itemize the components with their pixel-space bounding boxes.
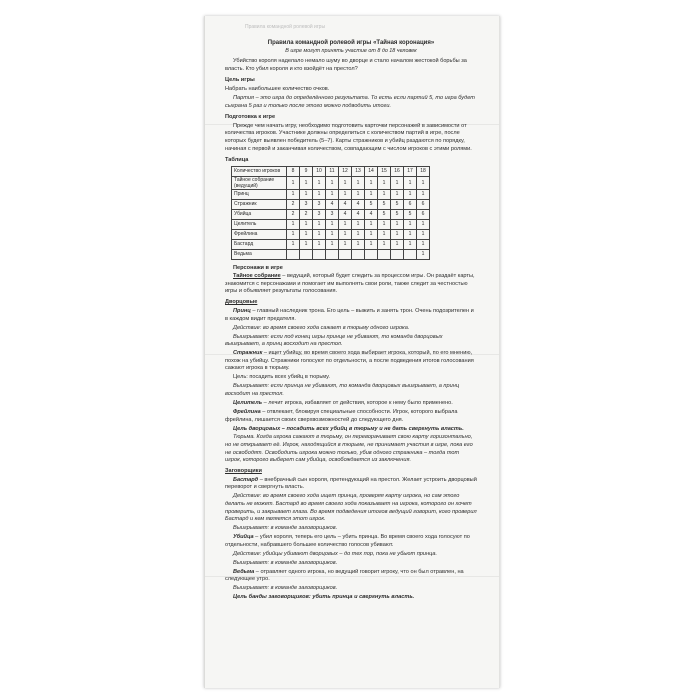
table-cell: 14 [365, 166, 378, 176]
table-cell: 1 [404, 189, 417, 199]
table-cell: 1 [365, 189, 378, 199]
table-cell [378, 249, 391, 259]
table-row [232, 189, 430, 199]
table-cell: 10 [313, 166, 326, 176]
table-cell: 1 [417, 249, 430, 259]
court-goal: Цель дворцовых – посадить всех убийц в тюрьму и не дать свергнуть власть. [233, 425, 464, 432]
table-cell: 4 [365, 209, 378, 219]
table-row-label: Тайное собрание (ведущий) [232, 176, 287, 189]
table-cell: 5 [391, 209, 404, 219]
table-cell: 4 [339, 209, 352, 219]
table-row-label: Ведьма [232, 249, 287, 259]
table-cell: 1 [378, 176, 391, 189]
prep-text: Прежде чем начать игру, необходимо подготовить карточки персонажей в зависимости от количества игроков. Участнике должны определиться с количеством партий в игре, после которых будет выявлен победитель (5–7). Карты стражников и убийц раздаются по порядку, начиная с первой и заканчивая количеством, совпадающим с числом игроков с этими ролями. [225, 122, 472, 152]
table-cell [365, 249, 378, 259]
table-cell: 1 [391, 219, 404, 229]
rules-sheet [204, 16, 500, 688]
table-cell: 1 [378, 229, 391, 239]
table-cell: 1 [287, 219, 300, 229]
table-cell: 1 [391, 229, 404, 239]
table-cell [326, 249, 339, 259]
table-cell: 1 [417, 219, 430, 229]
table-cell: 2 [287, 199, 300, 209]
goal-italic-note: Партия – это игра до определённого результата. То есть если партий 5, то игра будет сыграна 5 раз и только после этого можно подводить итоги. [225, 94, 475, 109]
table-cell: 1 [352, 176, 365, 189]
table-cell: 1 [339, 229, 352, 239]
table-title: Таблица [225, 157, 249, 164]
secret-council-paragraph [225, 273, 477, 296]
table-cell: 1 [339, 219, 352, 229]
table-cell: 1 [339, 239, 352, 249]
table-cell: 1 [287, 176, 300, 189]
table-cell [300, 249, 313, 259]
table-cell: 3 [300, 199, 313, 209]
role-name-bastard: Бастард [233, 476, 259, 483]
killer-win: Выигрывает: в команде заговорщиков. [233, 559, 338, 566]
intro-paragraph: Убийство короля наделало немало шуму во дворце и стало началом жестокой борьбы за власть. Кто убил короля и кто взойдёт на престол? [225, 58, 467, 72]
table-row-label: Фрейлина [232, 229, 287, 239]
table-row-label: Убийца [232, 209, 287, 219]
killer-action: Действие: убийцы убивают дворцовых – до тех пор, пока не убьют принца. [233, 550, 438, 557]
roles-table [231, 166, 430, 260]
table-cell: 15 [378, 166, 391, 176]
table-cell: 1 [326, 219, 339, 229]
guard-paragraph [225, 350, 477, 373]
table-cell: 1 [391, 189, 404, 199]
conspirators-goal: Цель банды заговорщиков: убить принца и свергнуть власть. [233, 594, 415, 601]
table-cell: 1 [404, 229, 417, 239]
bastard-win: Выигрывает: в команде заговорщиков. [233, 525, 338, 532]
section-prep-heading: Подготовка к игре [225, 114, 276, 121]
healer-paragraph [225, 400, 477, 408]
table-cell: 1 [404, 239, 417, 249]
bastard-action: Действие: во время своего хода ищет принца, проверяя карту игрока, но сам этого делать не может. Бастард во время своего хода показывает на игрока, которого он хочет проверить, и закрывает глаза. Во время подведения итогов ведущий говорит, кого проверил Бастард и кем является этот игрок. [225, 493, 477, 523]
table-row-label: Количество игроков [232, 166, 287, 176]
table-cell: 4 [339, 199, 352, 209]
table-cell [339, 249, 352, 259]
table-cell: 4 [326, 199, 339, 209]
table-cell: 5 [391, 199, 404, 209]
table-cell: 5 [404, 209, 417, 219]
guard-win: Выигрывает: если принца не убивают, то команда дворцовых выигрывает, а принц восходит на престол. [225, 383, 460, 397]
table-cell: 1 [287, 229, 300, 239]
table-cell [404, 249, 417, 259]
table-cell: 6 [417, 209, 430, 219]
table-cell: 1 [313, 189, 326, 199]
table-cell: 1 [326, 176, 339, 189]
table-row [232, 166, 430, 176]
maid-paragraph [225, 409, 477, 424]
guard-goal: Цель: посадить всех убийц в тюрьму. [233, 374, 330, 381]
table-cell: 1 [313, 239, 326, 249]
role-text: – отвлекает, блокируя специальные способности. Игрок, которого выбрала фрейлина, лишается своих сверхвозможностей до следующего дня. [225, 408, 458, 423]
table-row [232, 249, 430, 259]
table-cell: 1 [287, 189, 300, 199]
table-cell: 6 [417, 199, 430, 209]
role-name-secret-council: Тайное собрание [233, 273, 281, 280]
table-row-label: Стражник [232, 199, 287, 209]
role-name-witch: Ведьма [233, 568, 255, 575]
role-text: – лечит игрока, избавляет от действия, которое к нему было применено. [262, 399, 453, 406]
killer-paragraph [225, 534, 477, 549]
table-row [232, 239, 430, 249]
witch-win: Выигрывает: в команде заговорщиков. [233, 585, 338, 592]
bastard-paragraph [225, 477, 477, 492]
table-cell: 1 [352, 189, 365, 199]
role-name-maid: Фрейлина [233, 408, 261, 415]
table-cell: 1 [352, 229, 365, 239]
table-cell: 5 [365, 199, 378, 209]
table-cell: 1 [300, 189, 313, 199]
table-cell: 2 [287, 209, 300, 219]
table-cell: 3 [313, 199, 326, 209]
table-cell: 1 [365, 229, 378, 239]
role-text: – убил короля, теперь его цель – убить принца. Во время своего хода голосуют по отдельности, набравшего большее количество голосов убивают. [225, 534, 470, 548]
table-cell: 1 [417, 176, 430, 189]
table-cell: 1 [365, 219, 378, 229]
table-cell: 1 [339, 176, 352, 189]
document-body [225, 40, 477, 603]
table-cell: 13 [352, 166, 365, 176]
table-cell: 1 [391, 176, 404, 189]
table-cell: 1 [313, 219, 326, 229]
table-cell: 1 [365, 176, 378, 189]
role-text: – главный наследник трона. Его цель – выжить и занять трон. Очень подозрителен и в каждом видит предателя. [225, 308, 474, 322]
table-cell: 5 [378, 209, 391, 219]
table-cell: 5 [378, 199, 391, 209]
role-text: – отравляет одного игрока, но ведущий говорит игроку, что он был отравлен, на следующее утро. [225, 568, 464, 583]
table-cell: 1 [391, 239, 404, 249]
table-cell: 1 [417, 239, 430, 249]
table-cell: 1 [300, 239, 313, 249]
table-cell: 1 [287, 239, 300, 249]
table-cell: 9 [300, 166, 313, 176]
table-row [232, 176, 430, 189]
table-cell: 17 [404, 166, 417, 176]
conspirators-heading: Заговорщики [225, 467, 262, 474]
table-cell: 16 [391, 166, 404, 176]
table-cell [391, 249, 404, 259]
role-name-guard: Стражник [233, 350, 263, 357]
table-cell: 1 [417, 189, 430, 199]
section-characters-heading: Персонажи в игре [233, 264, 283, 271]
table-cell: 12 [339, 166, 352, 176]
table-cell: 3 [313, 209, 326, 219]
table-cell: 1 [313, 229, 326, 239]
bleed-through-text: Правила командной ролевой игры [245, 24, 326, 30]
table-cell: 1 [326, 229, 339, 239]
table-cell: 1 [404, 219, 417, 229]
table-row [232, 229, 430, 239]
table-cell: 18 [417, 166, 430, 176]
table-cell: 1 [313, 176, 326, 189]
table-cell: 1 [339, 189, 352, 199]
table-cell: 1 [352, 239, 365, 249]
table-cell: 1 [326, 189, 339, 199]
table-row [232, 219, 430, 229]
document-subtitle: В игре могут принять участие от 8 до 18 человек [285, 47, 417, 54]
role-text: – внебрачный сын короля, претендующий на престол. Желает устроить дворцовый переворот и свергнуть власть. [225, 476, 477, 491]
table-cell: 1 [417, 229, 430, 239]
table-cell: 4 [352, 209, 365, 219]
prince-win: Выигрывает: если под конец игры принце не убивают, то команда дворцовых выигрывает, а принц восходит на престол. [225, 333, 443, 348]
table-cell [313, 249, 326, 259]
table-cell: 8 [287, 166, 300, 176]
witch-paragraph [225, 569, 477, 584]
table-cell: 1 [326, 239, 339, 249]
table-cell [352, 249, 365, 259]
role-text: – ищет убийцу, во время своего хода выбирает игрока, который, по его мнению, похож на убийцу. Стражники голосуют по отдельности, а после подведения итогов голосования сажают игрока в тюрьму. [225, 350, 474, 372]
prince-paragraph [225, 308, 477, 323]
table-cell: 1 [300, 176, 313, 189]
table-cell: 4 [352, 199, 365, 209]
role-name-killer: Убийца [233, 534, 254, 541]
table-row-label: Бастард [232, 239, 287, 249]
table-cell: 6 [404, 199, 417, 209]
prince-action: Действие: во время своего хода сажает в тюрьму одного игрока. [233, 324, 410, 331]
role-name-healer: Целитель [233, 399, 263, 406]
goal-text: Набрать наибольшее количество очков. [225, 85, 330, 92]
table-row-label: Принц [232, 189, 287, 199]
table-cell: 1 [378, 239, 391, 249]
role-text: – ведущий, который будет следить за процессом игры. Он раздаёт карты, знакомится с персонажами и помогает им выполнять свои роли, также следит за честностью игры и объявляет результаты голосования. [225, 273, 475, 295]
table-cell: 1 [378, 219, 391, 229]
role-name-prince: Принц [233, 308, 251, 315]
document-title: Правила командной ролевой игры «Тайная коронация» [267, 40, 435, 46]
table-row [232, 209, 430, 219]
table-cell: 1 [300, 219, 313, 229]
table-cell: 1 [404, 176, 417, 189]
table-cell: 1 [378, 189, 391, 199]
table-cell [287, 249, 300, 259]
table-cell: 1 [352, 219, 365, 229]
table-cell: 1 [300, 229, 313, 239]
table-cell: 11 [326, 166, 339, 176]
court-heading: Дворцовые [225, 299, 258, 306]
table-cell: 3 [326, 209, 339, 219]
table-cell: 2 [300, 209, 313, 219]
table-cell: 1 [365, 239, 378, 249]
prison-rule: Тюрьма. Когда игрока сажают в тюрьму, он переворачивает свою карту горизонтально, но не открывает её. Игрок, находящийся в тюрьме, не принимает участия в игре, пока его не освободят. Освободить игрока можно только, убив одного стражника – тогда тот игрок, которого выберет сам убийца, освобождается из заключения. [225, 434, 473, 464]
table-row [232, 199, 430, 209]
table-row-label: Целитель [232, 219, 287, 229]
section-goal-heading: Цель игры [225, 77, 255, 84]
